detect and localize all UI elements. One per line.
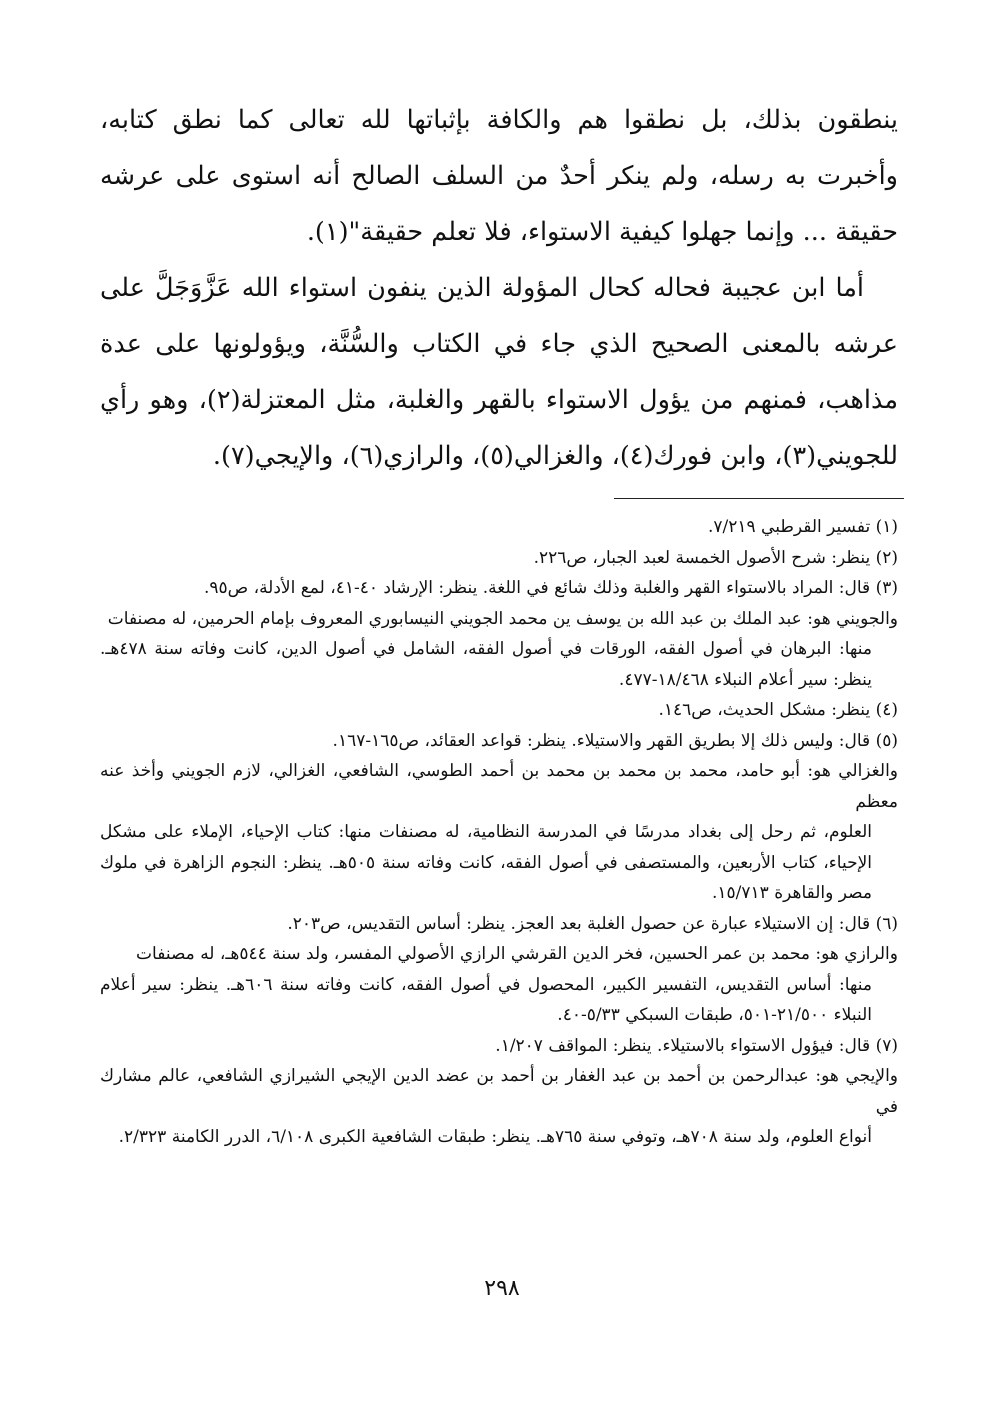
- footnote-2: (٢) ينظر: شرح الأصول الخمسة لعبد الجبار، ص٢٢٦.: [533, 547, 898, 568]
- footnote-6: (٦) قال: إن الاستيلاء عبارة عن حصول الغلبة بعد العجز. ينظر: أساس التقديس، ص٢٠٣.: [287, 913, 898, 934]
- bio-first-line: والجويني هو: عبد الملك بن عبد الله بن يوسف ين محمد الجويني النيسابوري المعروف بإمام الحرمين، له مصنفات: [107, 608, 898, 629]
- footnote-4: (٤) ينظر: مشكل الحديث، ص١٤٦.: [658, 700, 898, 720]
- bio-first-line: والرازي هو: محمد بن عمر الحسين، فخر الدين القرشي الرازي الأصولي المفسر، ولد سنة ٥٤٤هـ، له مصنفات: [136, 944, 898, 964]
- footnote-3: (٣) قال: المراد بالاستواء القهر والغلبة وذلك شائع في اللغة. ينظر: الإرشاد ٤٠-٤١، لمع الأدلة، ص٩٥.: [203, 578, 898, 598]
- bio-continuation: منها: أساس التقديس، التفسير الكبير، المحصول في أصول الفقه، كانت وفاته سنة ٦٠٦هـ. ينظر: سير أعلام النبلاء ٢١/٥٠٠-٥٠١، طبقات السبكي ٥/٣٣-٤٠.: [100, 974, 872, 1025]
- footnote-separator: [614, 498, 904, 499]
- footnote-bio-razi: [100, 939, 898, 1031]
- bio-continuation: منها: البرهان في أصول الفقه، الورقات في أصول الفقه، الشامل في أصول الدين، كانت وفاته سنة ٤٧٨هـ. ينظر: سير أعلام النبلاء ١٨/٤٦٨-٤٧٧.: [100, 639, 872, 690]
- footnote-7: (٧) قال: فيؤول الاستواء بالاستيلاء. ينظر: المواقف ١/٢٠٧.: [495, 1035, 898, 1056]
- footnote-bio-ghazali: [100, 756, 898, 909]
- footnotes: [100, 512, 898, 1153]
- page-number: ٢٩٨: [484, 1276, 520, 1301]
- footnote-bio-juwayni: [100, 604, 898, 696]
- footnote-1: (١) تفسير القرطبي ٧/٢١٩.: [707, 517, 898, 537]
- bio-continuation: أنواع العلوم، ولد سنة ٧٠٨هـ، وتوفي سنة ٧٦٥هـ. ينظر: طبقات الشافعية الكبرى ٦/١٠٨، الدرر الكامنة ٢/٣٢٣.: [118, 1127, 872, 1147]
- paragraph-1: ينطقون بذلك، بل نطقوا هم والكافة بإثباتها لله تعالى كما نطق كتابه، وأخبرت به رسله، ولم ينكر أحدٌ من السلف الصالح أنه استوى على عرشه حقيقة ... وإنما جهلوا كيفية الاستواء، فلا تعلم حقيقة"(١).: [100, 105, 898, 247]
- footnote-5: (٥) قال: وليس ذلك إلا بطريق القهر والاستيلاء. ينظر: قواعد العقائد، ص١٦٥-١٦٧.: [332, 730, 898, 751]
- bio-first-line: والغزالي هو: أبو حامد، محمد بن محمد بن محمد بن أحمد الطوسي، الشافعي، الغزالي، لازم الجويني وأخذ عنه معظم: [100, 761, 898, 812]
- bio-continuation: العلوم، ثم رحل إلى بغداد مدرسًا في المدرسة النظامية، له مصنفات منها: كتاب الإحياء، الإملاء على مشكل الإحياء، كتاب الأربعين، والمستصفى في أصول الفقه، كانت وفاته سنة ٥٠٥هـ. ينظر: النجوم الزاهرة في ملوك مصر والقاهرة ١٥/٧١٣.: [100, 822, 872, 903]
- main-text: [100, 92, 898, 484]
- bio-first-line: والإيجي هو: عبدالرحمن بن أحمد بن عبد الغفار بن أحمد بن عضد الدين الإيجي الشيرازي الشافعي، عالم مشارك في: [100, 1066, 898, 1117]
- paragraph-2: أما ابن عجيبة فحاله كحال المؤولة الذين ينفون استواء الله عَزَّوَجَلَّ على عرشه بالمعنى الصحيح الذي جاء في الكتاب والسُّنَّة، ويؤولونها على عدة مذاهب، فمنهم من يؤول الاستواء بالقهر والغلبة، مثل المعتزلة(٢)، وهو رأي للجويني(٣)، وابن فورك(٤)، والغزالي(٥)، والرازي(٦)، والإيجي(٧).: [100, 273, 898, 471]
- footnote-bio-iji: [100, 1061, 898, 1153]
